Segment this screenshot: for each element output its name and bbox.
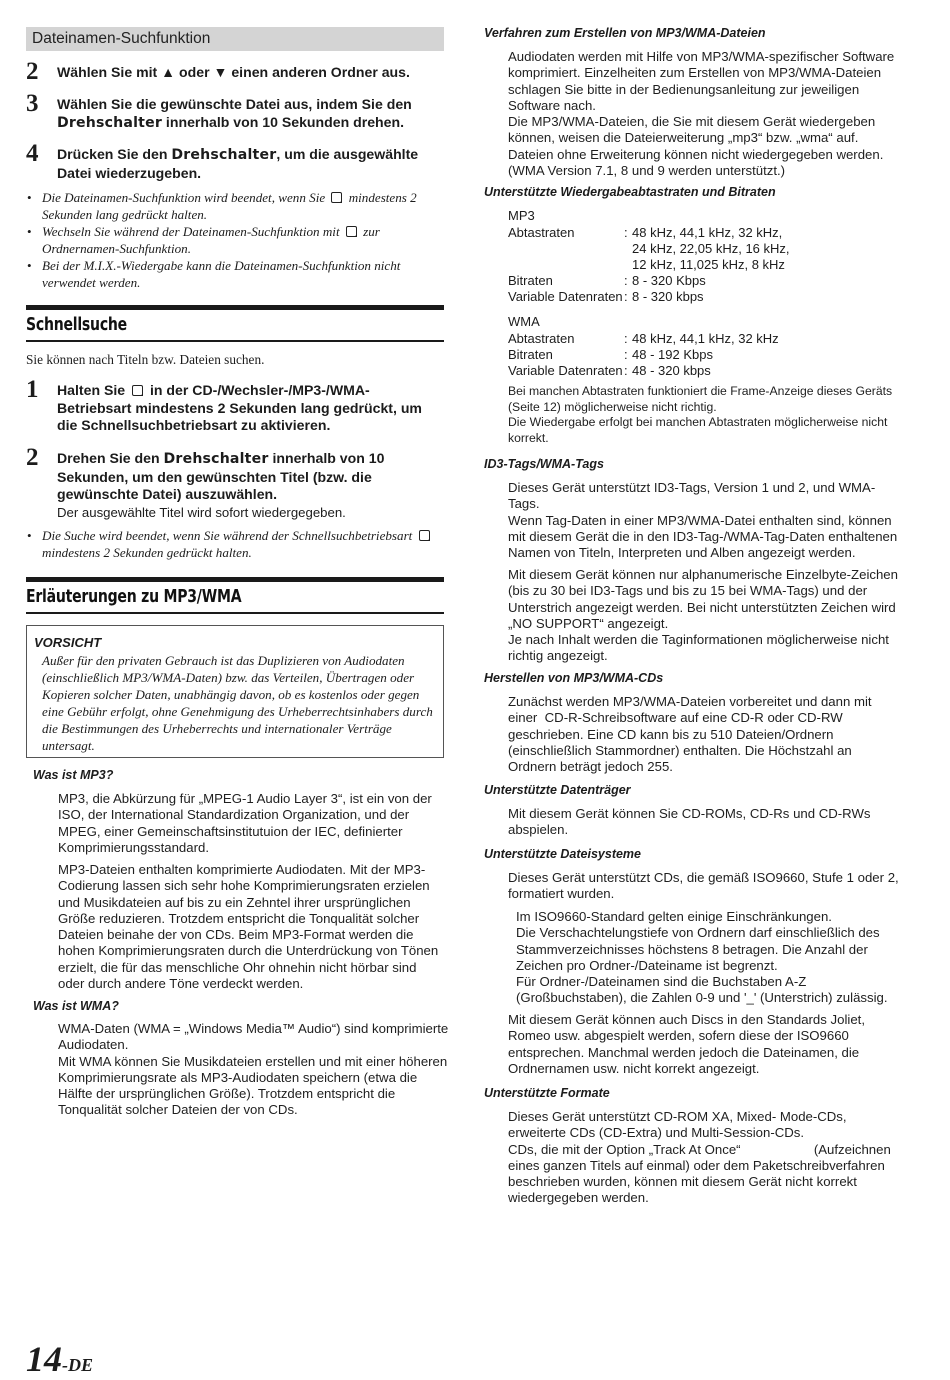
paragraph: Mit diesem Gerät können auch Discs in den Standards Joliet, Romeo usw. abgespielt werden, sofern diese der ISO9660 entsprechen. Manchmal werden jedoch die Dateinamen, die Ordnernamen usw. nicht korrekt angezeigt. xyxy=(508,1012,865,1076)
search-button-icon xyxy=(419,530,430,541)
subheading-what-is-wma: Was ist WMA? xyxy=(33,999,119,1013)
step-3-select xyxy=(26,90,444,132)
paragraph: MP3-Dateien enthalten komprimierte Audiodaten. Mit der MP3-Codierung lassen sich sehr hohe Komprimierungsraten erzielen und Musikdateien auf bis zu ein Zehntel ihrer ursprünglichen Größe reduzieren. Trotzdem entspricht die Tonqualität solcher Dateien beinahe der von CDs. Beim MP3-Format werden die hohen Komprimierungsraten durch die Unterdrückung von Tönen erzielt, die für das menschliche Ohr ohnehin nicht hörbar sind oder durch andere Töne verdeckt werden. xyxy=(58,862,439,992)
subheading: ID3-Tags/WMA-Tags xyxy=(484,457,604,471)
caution-text: Außer für den privaten Gebrauch ist das Duplizieren von Audiodaten (einschließlich MP3/WMA-Daten) bzw. das Verteilen, Übertragen oder Kopieren solcher Daten, unabhängig davon, ob es kostenlos oder gegen eine Gebühr erfolgt, ohne Genehmigung des Urheberrechtsinhabers durch die Bestimmungen des Urheberrechts und internationaler Verträge untersagt. xyxy=(42,653,433,753)
paragraph: Mit diesem Gerät können Sie CD-ROMs, CD-Rs und CD-RWs abspielen. xyxy=(508,806,871,838)
section-rule xyxy=(26,305,444,310)
page-number: 14-DE xyxy=(26,1339,93,1379)
step-2-rotate xyxy=(26,444,444,521)
spec-label: WMA xyxy=(508,314,540,329)
subheading: Unterstützte Dateisysteme xyxy=(484,847,641,861)
subheading-what-is-mp3: Was ist MP3? xyxy=(33,768,114,782)
step-result: Der ausgewählte Titel wird sofort wiedergegeben. xyxy=(57,504,346,520)
step-text: Wählen Sie mit ▲ oder ▼ einen anderen Ordner aus. xyxy=(57,64,410,80)
step-text: Halten Sie in der CD-/Wechsler-/MP3-/WMA-Betriebsart mindestens 2 Sekunden lang gedrückt, um die Schnellsuchbetriebsart zu aktivieren. xyxy=(57,382,422,433)
spec-row: Variable Datenraten : 48 - 320 kbps xyxy=(508,363,711,378)
paragraph: Dieses Gerät unterstützt ID3-Tags, Version 1 und 2, und WMA-Tags. Wenn Tag-Daten in einer MP3/WMA-Datei enthalten sind, können mit diesem Gerät die in den ID3-Tag-/WMA-Tag-Daten enthaltenen Namen von Titeln, Interpreten und Alben angezeigt werden. xyxy=(508,480,898,561)
step-text: Drehen Sie den Drehschalter innerhalb von 10 Sekunden, um den gewünschten Titel (bzw. die gewünschte Datei) auszuwählen. xyxy=(57,450,385,502)
paragraph: WMA-Daten (WMA = „Windows Media™ Audio“) sind komprimierte Audiodaten. Mit WMA können Sie Musikdateien erstellen und mit einer höheren Komprimierungsrate als MP3-Audiodaten speichern (etwa die Hälfte der ursprünglichen Größe). Trotzdem entspricht die Tonqualität solcher Dateien der von CDs. xyxy=(58,1021,449,1118)
step-1-hold xyxy=(26,376,444,435)
section-title-schnellsuche: Schnellsuche xyxy=(26,314,127,335)
paragraph: MP3, die Abkürzung für „MPEG-1 Audio Layer 3“, ist ein von der ISO, der International Standardization Organization, und der MPEG, einer Gemeinschaftsinstitutuion der IEC, definierter Komprimierungsstandard. xyxy=(58,791,432,855)
spec-label: MP3 xyxy=(508,208,535,223)
step-number: 1 xyxy=(26,376,39,403)
notes-list xyxy=(26,527,444,561)
subheading: Verfahren zum Erstellen von MP3/WMA-Dateien xyxy=(484,26,766,40)
subheading: Unterstützte Wiedergabeabtastraten und Bitraten xyxy=(484,185,776,199)
paragraph: Im ISO9660-Standard gelten einige Einschränkungen. Die Verschachtelungstiefe von Ordnern darf einschließlich des Stammverzeichnisses höchstens 8 betragen. Die Anzahl der Zeichen pro Ordner-/Dateiname ist begrenzt. Für Ordner-/Dateinamen sind die Buchstaben A-Z (Großbuchstaben), die Zahlen 0-9 und '_' (Unterstrich) zulässig. xyxy=(516,909,888,1006)
paragraph: Zunächst werden MP3/WMA-Dateien vorbereitet und dann mit einer CD-R-Schreibsoftware auf eine CD-R oder CD-RW geschrieben. Eine CD kann bis zu 510 Dateien/Ordnern (einschließlich Stammordner) enthalten. Die Höchstzahl an Ordnern beträgt jedoch 255. xyxy=(508,694,876,775)
subheading: Unterstützte Formate xyxy=(484,1086,610,1100)
paragraph: Dieses Gerät unterstützt CD-ROM XA, Mixed- Mode-CDs, erweiterte CDs (CD-Extra) und Multi-Session-CDs. CDs, die mit der Option „Track At Once“ (Aufzeichnen eines ganzen Titels auf einmal) oder dem Paketschreibverfahren beschrieben wurden, können mit diesem Gerät nicht korrekt wiedergegeben werden. xyxy=(508,1109,891,1206)
rotary-key-label: Drehschalter xyxy=(57,114,163,131)
paragraph: Mit diesem Gerät können nur alphanumerische Einzelbyte-Zeichen (bis zu 30 bei ID3-Tags und bis zu 15 bei WMA-Tags) und der Unterstrich angezeigt werden. Bei nicht unterstützten Zeichen wird „NO SUPPORT“ angezeigt. Je nach Inhalt werden die Taginformationen möglicherweise nicht richtig angezeigt. xyxy=(508,567,898,664)
caution-box xyxy=(26,625,444,758)
section-intro: Sie können nach Titeln bzw. Dateien suchen. xyxy=(26,352,265,367)
search-button-icon xyxy=(331,192,342,203)
spec-row: Bitraten : 8 - 320 Kbps xyxy=(508,273,706,288)
wma-spec-table xyxy=(508,314,779,379)
notes-list xyxy=(26,189,444,291)
step-text: Wählen Sie die gewünschte Datei aus, indem Sie den Drehschalter innerhalb von 10 Sekunden drehen. xyxy=(57,96,412,131)
step-number: 4 xyxy=(26,140,39,167)
search-button-icon xyxy=(132,385,143,396)
rotary-key-label: Drehschalter xyxy=(163,451,269,467)
step-2-folder xyxy=(26,58,444,85)
step-number: 2 xyxy=(26,444,39,471)
spec-row: Abtastraten : 48 kHz, 44,1 kHz, 32 kHz, 24 kHz, 22,05 kHz, 16 kHz, 12 kHz, 11,025 kHz, 8 kHz xyxy=(508,225,790,272)
section-header-bar: Dateinamen-Suchfunktion xyxy=(26,27,444,51)
section-underline xyxy=(26,340,444,342)
step-text: Drücken Sie den Drehschalter, um die ausgewählte Datei wiederzugeben. xyxy=(57,146,419,181)
step-number: 3 xyxy=(26,90,39,117)
list-item: • Wechseln Sie während der Dateinamen-Suchfunktion mit zur Ordnernamen-Suchfunktion. xyxy=(26,223,444,257)
spec-row: Abtastraten : 48 kHz, 44,1 kHz, 32 kHz xyxy=(508,331,779,346)
caution-heading: VORSICHT xyxy=(34,635,102,650)
section-title-mp3-wma: Erläuterungen zu MP3/WMA xyxy=(26,586,242,607)
mp3-spec-table xyxy=(508,208,790,305)
list-item: • Die Suche wird beendet, wenn Sie während der Schnellsuchbetriebsart mindestens 2 Sekunden gedrückt halten. xyxy=(26,527,444,561)
section-underline xyxy=(26,612,444,614)
list-item: • Die Dateinamen-Suchfunktion wird beendet, wenn Sie mindestens 2 Sekunden lang gedrückt halten. xyxy=(26,189,444,223)
list-item: • Bei der M.I.X.-Wiedergabe kann die Dateinamen-Suchfunktion nicht verwendet werden. xyxy=(26,257,444,291)
spec-row: Bitraten : 48 - 192 Kbps xyxy=(508,347,713,362)
search-button-icon xyxy=(346,226,357,237)
paragraph: Dieses Gerät unterstützt CDs, die gemäß ISO9660, Stufe 1 oder 2, formatiert wurden. xyxy=(508,870,899,902)
subheading: Unterstützte Datenträger xyxy=(484,783,631,797)
spec-row: Variable Datenraten : 8 - 320 kbps xyxy=(508,289,704,304)
section-rule xyxy=(26,577,444,582)
step-number: 2 xyxy=(26,58,39,85)
note-paragraph: Bei manchen Abtastraten funktioniert die Frame-Anzeige dieses Geräts (Seite 12) möglicherweise nicht richtig. Die Wiedergabe erfolgt bei manchen Abtastraten möglicherweise nicht korrekt. xyxy=(508,384,893,446)
paragraph: Audiodaten werden mit Hilfe von MP3/WMA-spezifischer Software komprimiert. Einzelheiten zum Erstellen von MP3/WMA-Dateien schlagen Sie bitte in der Bedienungsanleitung zur jeweiligen Software nach. Die MP3/WMA-Dateien, die Sie mit diesem Gerät wiedergeben können, weisen die Dateierweiterung „mp3“ bzw. „wma“ auf. Dateien ohne Erweiterung können nicht wiedergegeben werden. (WMA Version 7.1, 8 und 9 werden unterstützt.) xyxy=(508,49,895,179)
rotary-key-label: Drehschalter xyxy=(171,147,277,163)
subheading: Herstellen von MP3/WMA-CDs xyxy=(484,671,664,685)
step-4-play xyxy=(26,140,444,182)
